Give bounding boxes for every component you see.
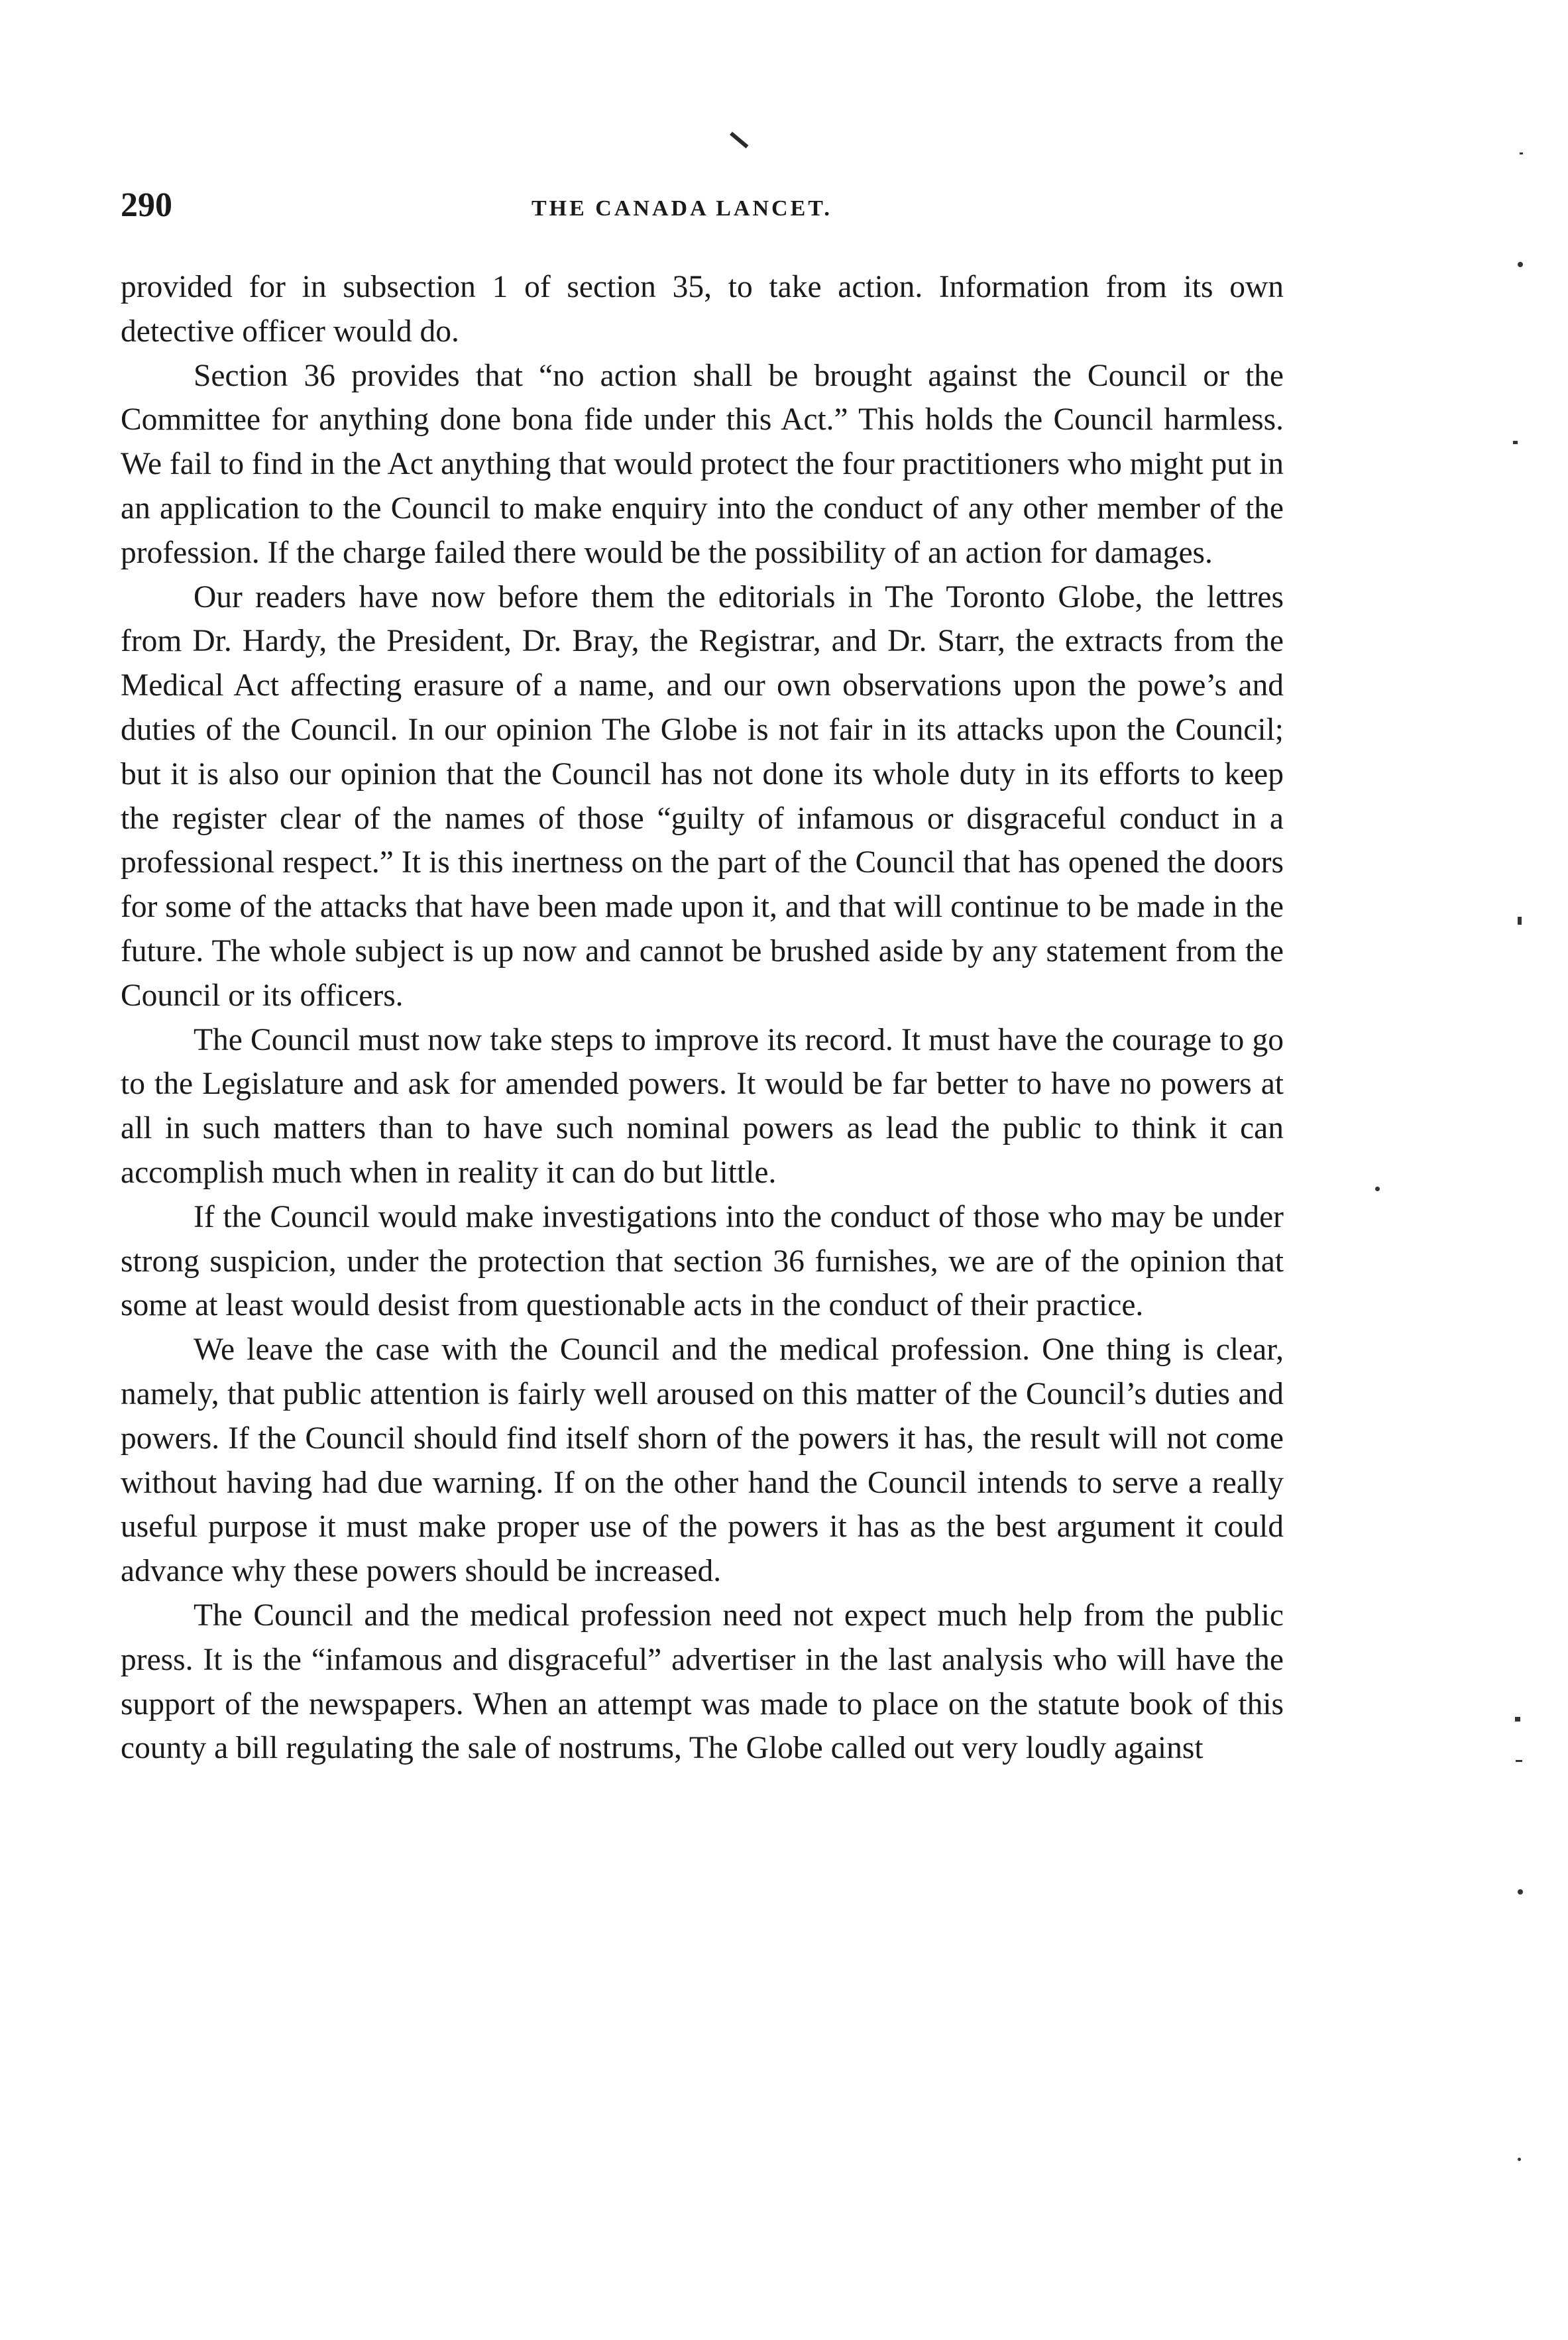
article-body [121, 265, 1284, 1771]
page-header [121, 182, 1287, 229]
scan-speck [1518, 262, 1523, 267]
paragraph: If the Council would make investigations into the conduct of those who may be under strong suspicion, under the protection that section 36 furnishes, we are of the opinion that some at least would desist from questionable acts in the conduct of their practice. [121, 1199, 1284, 1323]
scan-speck [1515, 1717, 1520, 1722]
paragraph: The Council must now take steps to improve its record. It must have the courage to go to the Legislature and ask for amended powers. It would be far better to have no powers at all in such matters than to have such nominal powers as lead the public to think it can accomplish much when in reality it can do but little. [121, 1022, 1284, 1190]
scan-speck [1518, 1889, 1523, 1895]
paragraph: Section 36 provides that “no action shall be brought against the Council or the Committee for anything done bona fide under this Act.” This holds the Council harmless. We fail to find in the Act anything that would protect the four practitioners who might put in an application to the Council to make enquiry into the conduct of any other member of the profession. If the charge failed there would be the possibility of an action for damages. [121, 358, 1284, 570]
scan-speck [1520, 152, 1523, 154]
scan-speck [1375, 1187, 1380, 1191]
page-number: 290 [121, 186, 172, 224]
paragraph: provided for in subsection 1 of section 35, to take action. Information from its own detective officer would do. [121, 270, 1284, 349]
scan-speck [1516, 1760, 1522, 1762]
running-head: THE CANADA LANCET. [532, 196, 832, 221]
scan-speck [1513, 441, 1518, 444]
scan-mark [730, 132, 748, 148]
paragraph: We leave the case with the Council and the medical profession. One thing is clear, namely, that public attention is fairly well aroused on this matter of the Council’s duties and powers. If the Council should find itself shorn of the powers it has, the result will not come without having had due warning. If on the other hand the Council intends to serve a really useful purpose it must make proper use of the powers it has as the best argument it could advance why these powers should be increased. [121, 1332, 1284, 1589]
scan-speck [1518, 2158, 1521, 2161]
scan-speck [1518, 917, 1522, 925]
paragraph: Our readers have now before them the editorials in The Toronto Globe, the lettres from Dr. Hardy, the President, Dr. Bray, the Registrar, and Dr. Starr, the extracts from the Medical Act affecting erasure of a name, and our own observations upon the powe’s and duties of the Council. In our opinion The Globe is not fair in its attacks upon the Council; but it is also our opinion that the Council has not done its whole duty in its efforts to keep the register clear of the names of those “guilty of infamous or disgraceful conduct in a professional respect.” It is this inertness on the part of the Council that has opened the doors for some of the attacks that have been made upon it, and that will continue to be made in the future. The whole subject is up now and cannot be brushed aside by any statement from the Council or its officers. [121, 579, 1284, 1013]
paragraph: The Council and the medical profession need not expect much help from the public press. It is the “infamous and disgraceful” advertiser in the last analysis who will have the support of the newspapers. When an attempt was made to place on the statute book of this county a bill regulating the sale of nostrums, The Globe called out very loudly against [121, 1598, 1284, 1766]
